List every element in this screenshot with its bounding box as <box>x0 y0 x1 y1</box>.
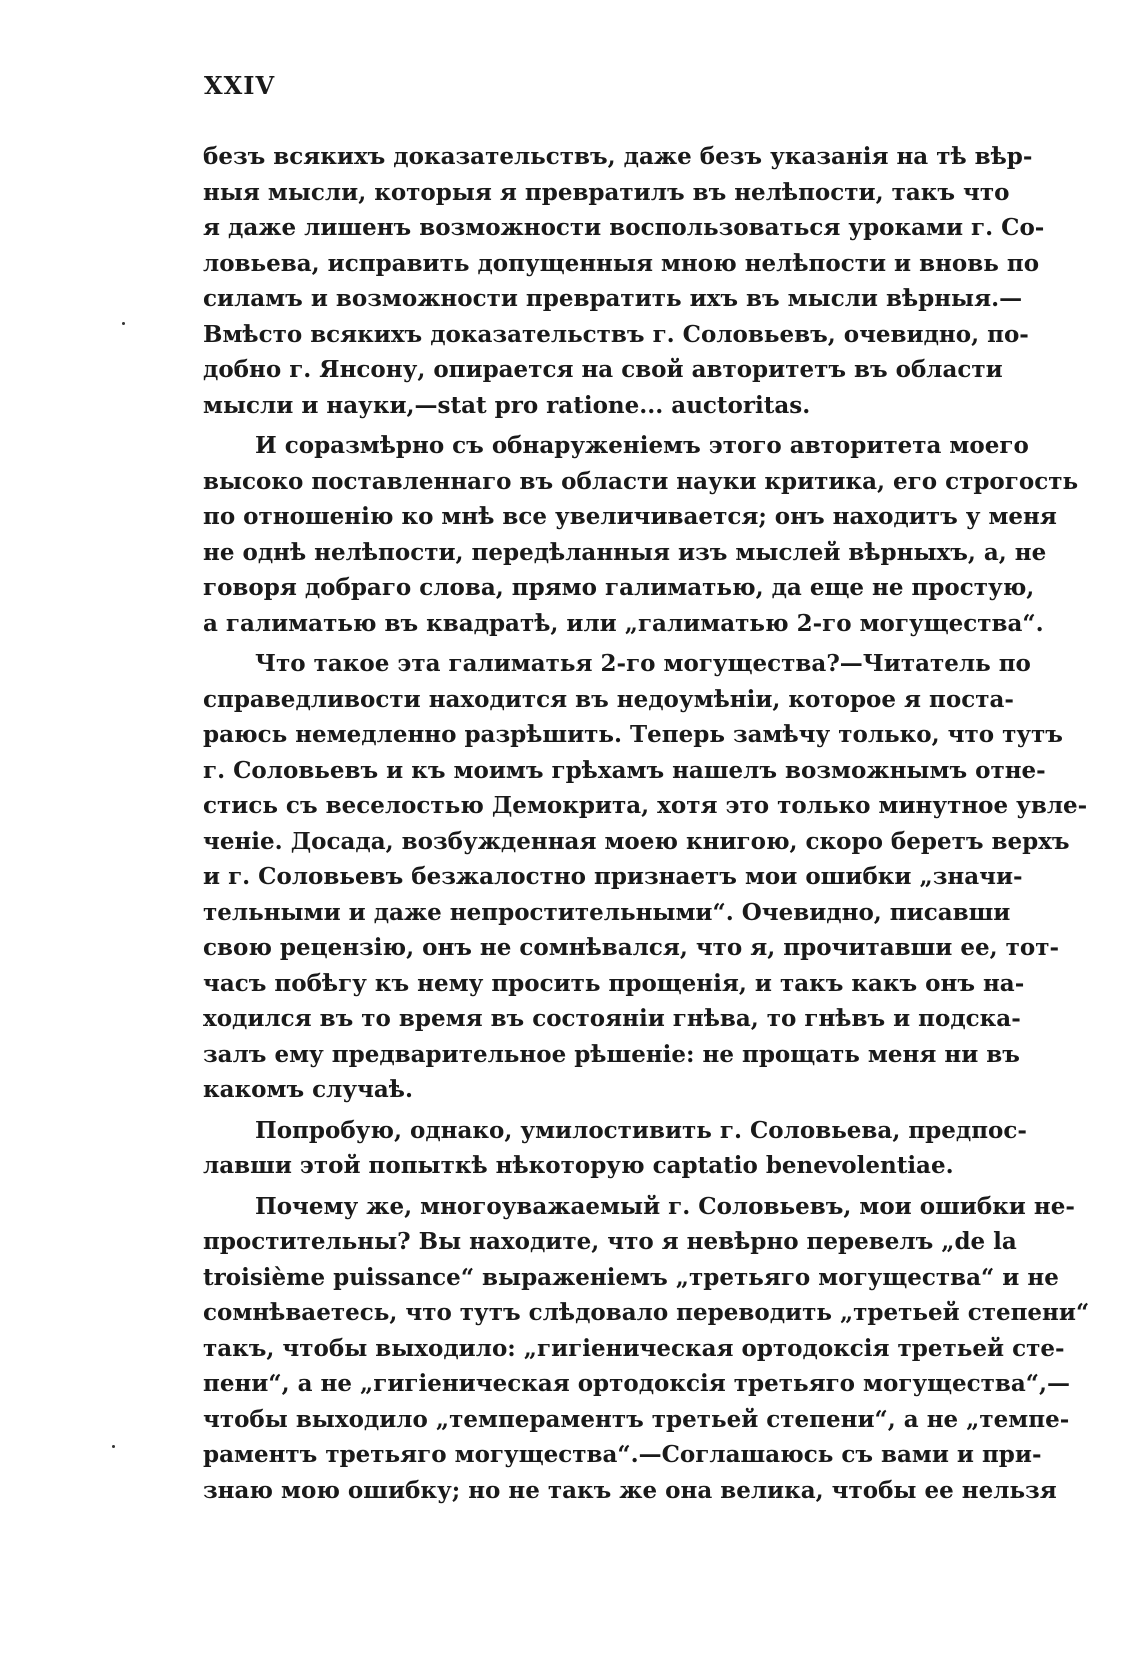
text-line: ченіе. Досада, возбужденная моею книгою, скоро беретъ верхъ <box>203 827 1070 855</box>
scan-speck <box>122 322 125 325</box>
page-number: XXIV <box>204 71 276 100</box>
body-text <box>203 139 1090 1508</box>
text-line: и г. Соловьевъ безжалостно признаетъ мои ошибки „значи- <box>203 863 1023 890</box>
text-line: говоря добраго слова, прямо галиматью, да еще не простую, <box>203 574 1035 601</box>
text-line: простительны? Вы находите, что я невѣрно перевелъ „de la <box>203 1228 1017 1255</box>
text-line: Вмѣсто всякихъ доказательствъ г. Соловьевъ, очевидно, по- <box>203 320 1029 348</box>
text-line: чтобы выходило „темпераментъ третьей степени“, а не „темпе- <box>203 1405 1070 1433</box>
text-line: добно г. Янсону, опирается на свой авторитетъ въ области <box>203 356 1003 383</box>
text-line: не однѣ нелѣпости, передѣланныя изъ мыслей вѣрныхъ, а, не <box>203 538 1047 566</box>
text-line: Попробую, однако, умилостивить г. Соловьева, предпос- <box>255 1116 1027 1144</box>
text-line: troisième puissance“ выраженіемъ „третьяго могущества“ и не <box>203 1263 1059 1291</box>
text-line: силамъ и возможности превратить ихъ въ мысли вѣрныя.— <box>203 285 1023 312</box>
text-line: Почему же, многоуважаемый г. Соловьевъ, мои ошибки не- <box>255 1192 1075 1220</box>
text-line: какомъ случаѣ. <box>203 1076 413 1103</box>
text-line: свою рецензію, онъ не сомнѣвался, что я, прочитавши ее, тот- <box>203 934 1060 961</box>
text-line: раюсь немедленно разрѣшить. Теперь замѣчу только, что тутъ <box>203 721 1063 748</box>
text-line: высоко поставленнаго въ области науки критика, его строгость <box>203 467 1079 495</box>
text-line: часъ побѣгу къ нему просить прощенія, и такъ какъ онъ на- <box>203 969 1025 997</box>
text-line: справедливости находится въ недоумѣніи, которое я поста- <box>203 685 1014 713</box>
text-line: пени“, а не „гигіеническая ортодоксія третьяго могущества“,— <box>203 1370 1071 1397</box>
text-line: стись съ веселостью Демокрита, хотя это только минутное увле- <box>203 792 1088 819</box>
text-line: ловьева, исправить допущенныя мною нелѣпости и вновь по <box>203 249 1040 277</box>
text-line: г. Соловьевъ и къ моимъ грѣхамъ нашелъ возможнымъ отне- <box>203 756 1046 784</box>
text-line: безъ всякихъ доказательствъ, даже безъ указанія на тѣ вѣр- <box>203 143 1033 170</box>
text-line: Что такое эта галиматья 2-го могущества?—Читатель по <box>255 650 1031 677</box>
text-line: я даже лишенъ возможности воспользоваться уроками г. Со- <box>203 214 1045 241</box>
scan-speck <box>112 1445 115 1448</box>
text-line: раментъ третьяго могущества“.—Соглашаюсь съ вами и при- <box>203 1441 1042 1468</box>
text-line: ходился въ то время въ состояніи гнѣва, то гнѣвъ и подска- <box>203 1005 1021 1032</box>
text-line: лавши этой попыткѣ нѣкоторую captatio benevolentiae. <box>203 1152 954 1179</box>
text-line: сомнѣваетесь, что тутъ слѣдовало переводить „третьей степени“ <box>203 1299 1090 1326</box>
text-line: И соразмѣрно съ обнаруженіемъ этого авторитета моего <box>255 432 1029 459</box>
text-line: такъ, чтобы выходило: „гигіеническая ортодоксія третьей сте- <box>203 1334 1065 1362</box>
text-line: мысли и науки,—stat pro ratione... auctoritas. <box>203 391 811 419</box>
text-line: ныя мысли, которыя я превратилъ въ нелѣпости, такъ что <box>203 178 1010 206</box>
text-line: а галиматью въ квадратѣ, или „галиматью 2-го могущества“. <box>203 609 1044 637</box>
text-line: по отношенію ко мнѣ все увеличивается; онъ находитъ у меня <box>203 503 1057 530</box>
text-line: знаю мою ошибку; но не такъ же она велика, чтобы ее нельзя <box>203 1476 1057 1504</box>
text-line: залъ ему предварительное рѣшеніе: не прощать меня ни въ <box>203 1040 1020 1068</box>
text-line: тельными и даже непростительными“. Очевидно, писавши <box>203 898 1011 926</box>
